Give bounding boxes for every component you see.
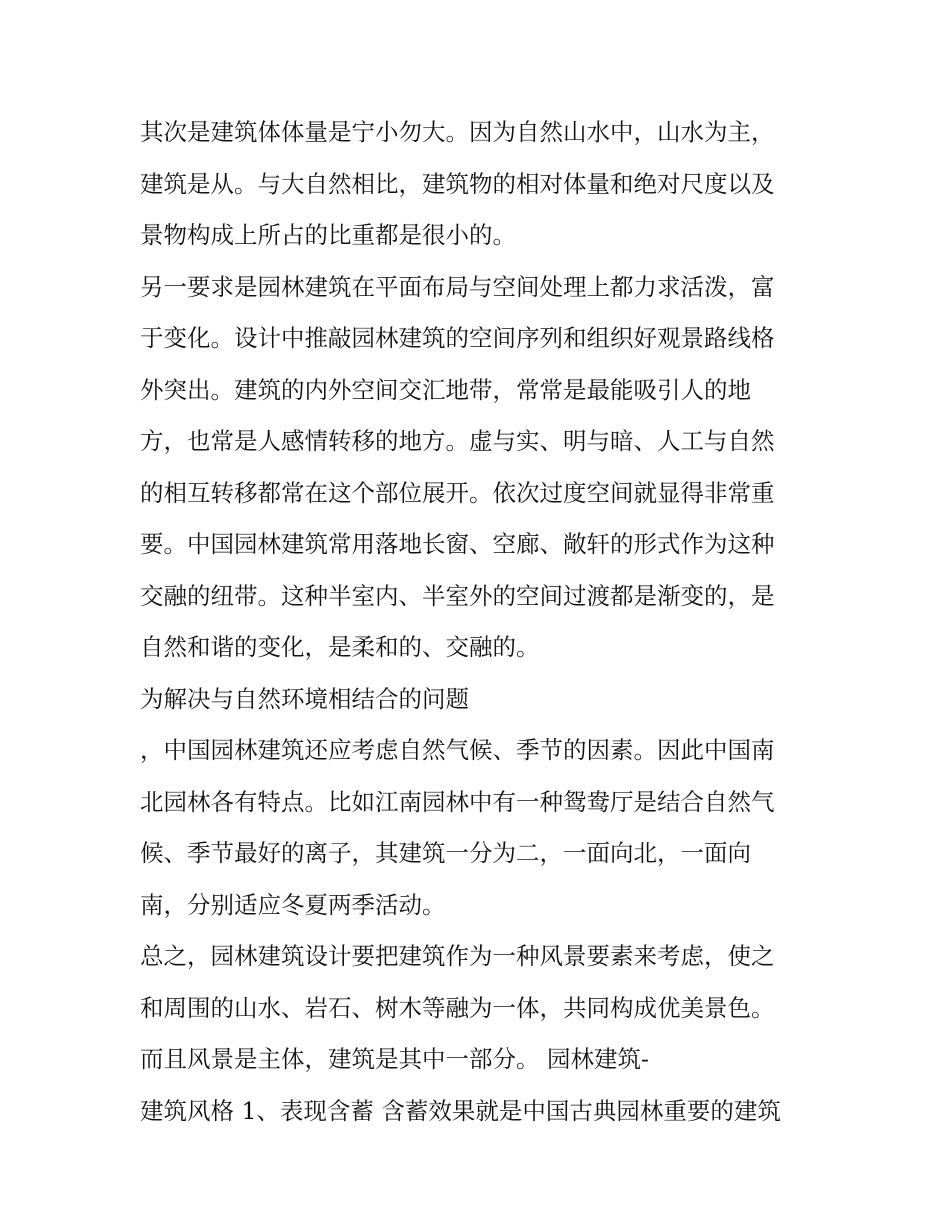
text-line: 和周围的山水、岩石、树木等融为一体，共同构成优美景色。 (140, 993, 775, 1022)
text-line: 外突出。建筑的内外空间交汇地带，常常是最能吸引人的地 (140, 375, 751, 404)
text-line: 另一要求是园林建筑在平面布局与空间处理上都力求活泼，富 (140, 272, 775, 301)
text-line: 交融的纽带。这种半室内、半室外的空间过渡都是渐变的，是 (140, 581, 775, 610)
text-line: ，中国园林建筑还应考虑自然气候、季节的因素。因此中国南 (140, 736, 775, 764)
text-line: 而且风景是主体，建筑是其中一部分。 园林建筑- (140, 1045, 649, 1073)
text-line: 南，分别适应冬夏两季活动。 (140, 890, 446, 919)
text-line: 方，也常是人感情转移的地方。虚与实、明与暗、人工与自然 (140, 427, 775, 455)
text-line: 北园林各有特点。比如江南园林中有一种鸳鸯厅是结合自然气 (140, 787, 775, 816)
text-line: 其次是建筑体体量是宁小勿大。因为自然山水中，山水为主， (140, 118, 775, 146)
text-line: 建筑风格 1、表现含蓄 含蓄效果就是中国古典园林重要的建筑 (140, 1096, 781, 1125)
body-text (140, 107, 820, 1137)
text-line: 为解决与自然环境相结合的问题 (140, 684, 469, 713)
text-line: 总之，园林建筑设计要把建筑作为一种风景要素来考虑，使之 (140, 942, 775, 970)
text-line: 要。中国园林建筑常用落地长窗、空廊、敞轩的形式作为这种 (140, 530, 775, 558)
text-line: 景物构成上所占的比重都是很小的。 (140, 221, 516, 249)
text-line: 建筑是从。与大自然相比，建筑物的相对体量和绝对尺度以及 (140, 169, 775, 198)
text-line: 自然和谐的变化，是柔和的、交融的。 (140, 633, 540, 661)
text-line: 于变化。设计中推敲园林建筑的空间序列和组织好观景路线格 (140, 324, 775, 352)
text-line: 候、季节最好的离子，其建筑一分为二，一面向北，一面向 (140, 839, 751, 867)
text-line: 的相互转移都常在这个部位展开。依次过度空间就显得非常重 (140, 478, 775, 507)
